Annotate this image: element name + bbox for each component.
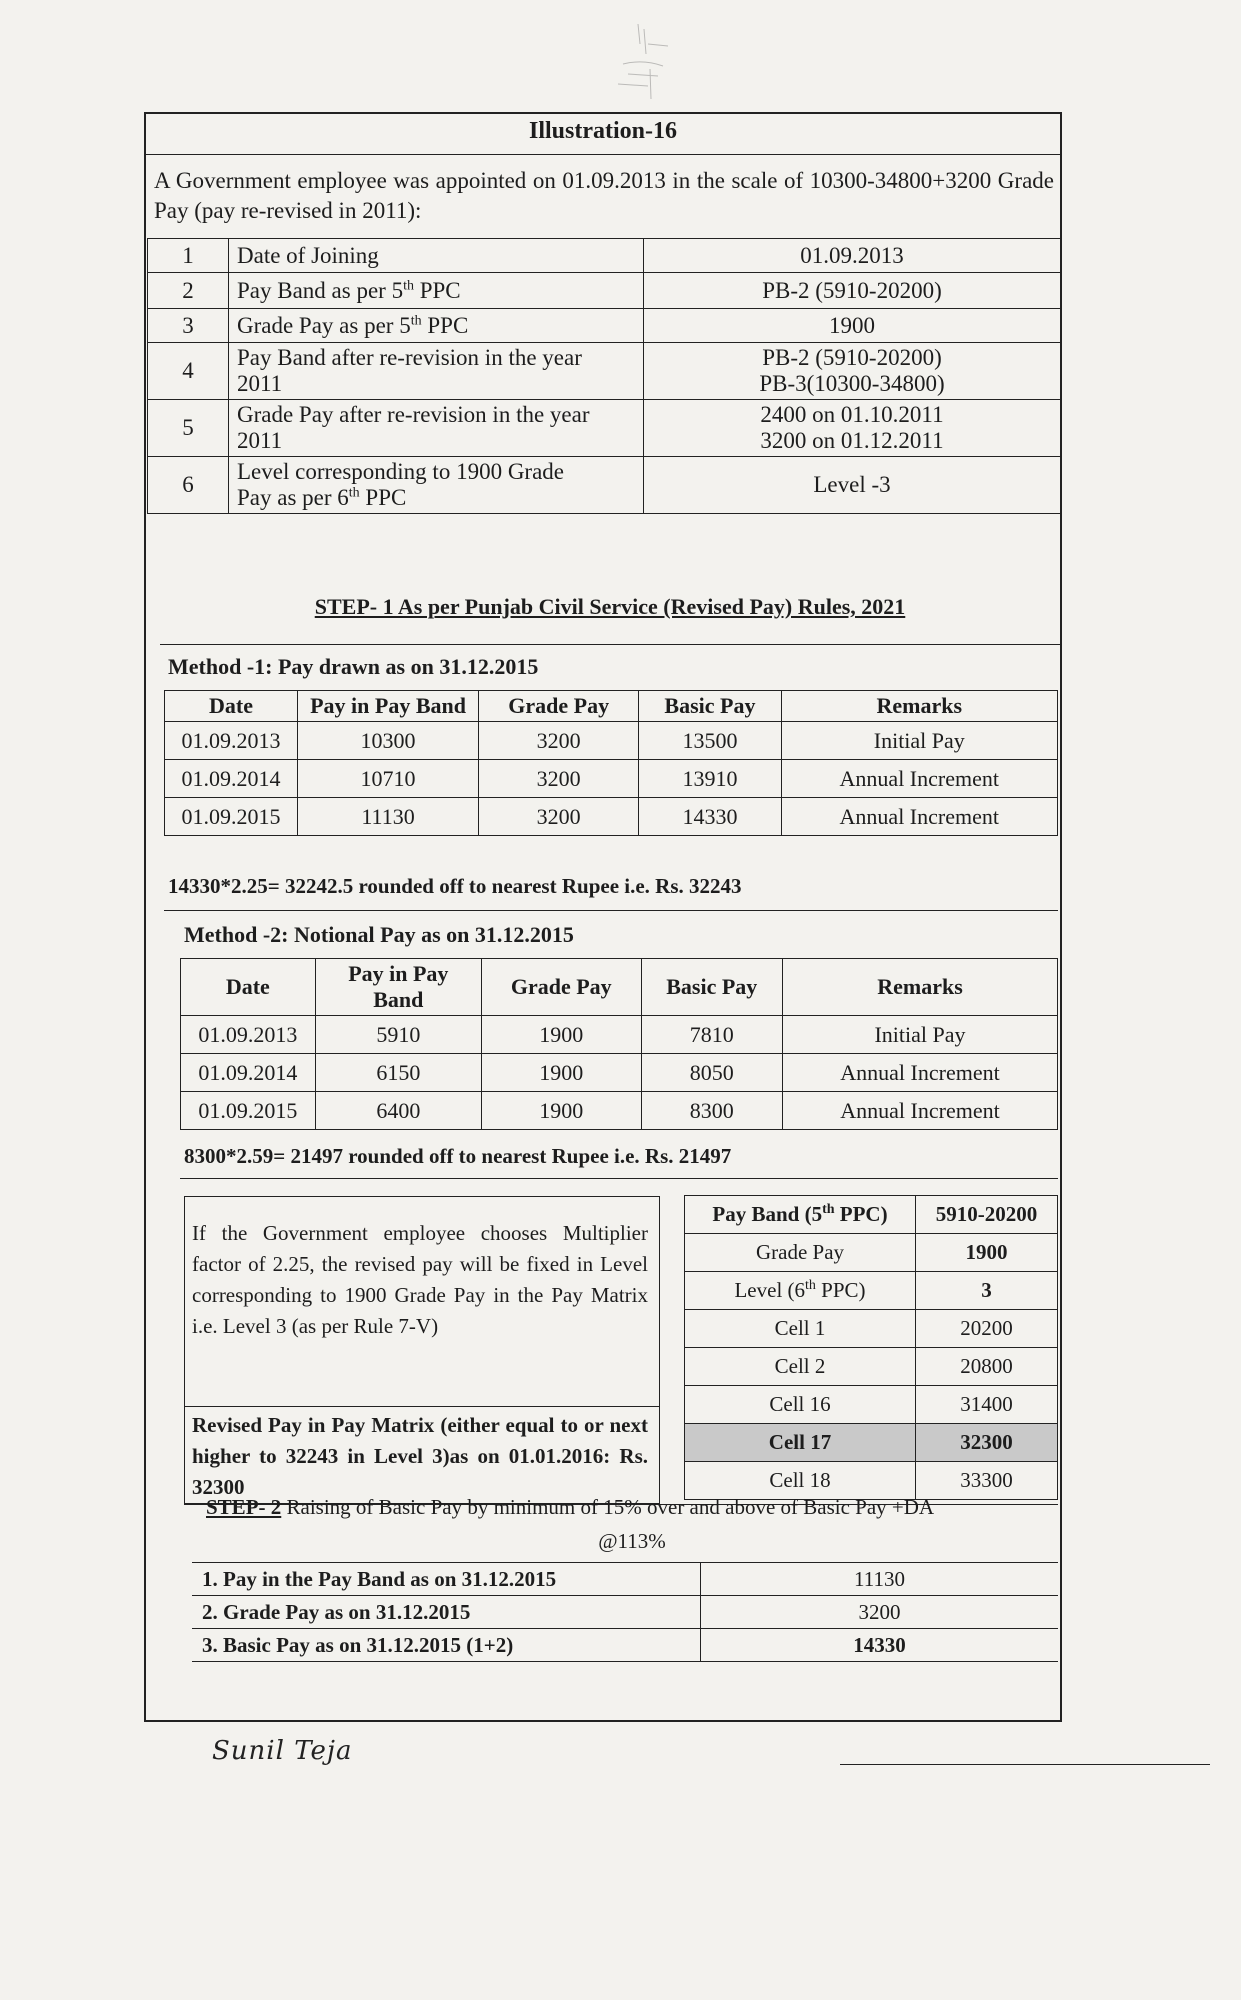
signature: Sunil Teja bbox=[212, 1736, 353, 1766]
divider bbox=[184, 1406, 660, 1407]
matrix-value: 32300 bbox=[916, 1424, 1058, 1462]
table-cell: 01.09.2014 bbox=[181, 1054, 316, 1092]
details-table bbox=[147, 238, 1061, 514]
matrix-key: Cell 2 bbox=[685, 1348, 916, 1386]
intro-paragraph: A Government employee was appointed on 01.09.2013 in the scale of 10300-34800+3200 Grade Pay (pay re-revised in 2011): bbox=[154, 168, 1054, 223]
detail-number: 5 bbox=[148, 400, 229, 457]
step2-item: 3. Basic Pay as on 31.12.2015 (1+2) bbox=[192, 1629, 701, 1662]
stamp-mark bbox=[588, 14, 698, 104]
table-row bbox=[181, 1054, 1058, 1092]
table-row bbox=[181, 1092, 1058, 1130]
detail-row bbox=[148, 273, 1061, 309]
step2-table bbox=[192, 1562, 1058, 1662]
column-header: Date bbox=[181, 959, 316, 1016]
detail-number: 1 bbox=[148, 239, 229, 273]
detail-value: 01.09.2013 bbox=[644, 239, 1061, 273]
detail-description: Date of Joining bbox=[229, 239, 644, 273]
column-header: Remarks bbox=[781, 691, 1057, 722]
table-cell: Initial Pay bbox=[782, 1016, 1057, 1054]
matrix-value: 1900 bbox=[916, 1234, 1058, 1272]
step2-item: 2. Grade Pay as on 31.12.2015 bbox=[192, 1596, 701, 1629]
detail-row bbox=[148, 309, 1061, 343]
step2-label: STEP- 2 bbox=[206, 1495, 282, 1519]
detail-row bbox=[148, 400, 1061, 457]
step2-item: 1. Pay in the Pay Band as on 31.12.2015 bbox=[192, 1563, 701, 1596]
step2-block bbox=[206, 1490, 1058, 1558]
detail-number: 3 bbox=[148, 309, 229, 343]
table-row bbox=[181, 1016, 1058, 1054]
table-row bbox=[165, 798, 1058, 836]
matrix-row bbox=[685, 1234, 1058, 1272]
table-cell: 6400 bbox=[315, 1092, 481, 1130]
table-cell: 01.09.2013 bbox=[165, 722, 298, 760]
column-header: Basic Pay bbox=[641, 959, 782, 1016]
matrix-value: 20200 bbox=[916, 1310, 1058, 1348]
table-cell: 14330 bbox=[639, 798, 781, 836]
detail-value: Level -3 bbox=[644, 457, 1061, 514]
detail-value: 2400 on 01.10.2011 3200 on 01.12.2011 bbox=[644, 400, 1061, 457]
column-header: Date bbox=[165, 691, 298, 722]
matrix-key: Cell 1 bbox=[685, 1310, 916, 1348]
table-cell: 6150 bbox=[315, 1054, 481, 1092]
step1-heading: STEP- 1 As per Punjab Civil Service (Revised Pay) Rules, 2021 bbox=[314, 594, 906, 619]
table-cell: Annual Increment bbox=[781, 798, 1057, 836]
matrix-key: Cell 16 bbox=[685, 1386, 916, 1424]
step2-row bbox=[192, 1596, 1058, 1629]
table-cell: 3200 bbox=[478, 760, 638, 798]
table-cell: 01.09.2014 bbox=[165, 760, 298, 798]
illustration-title: Illustration-16 bbox=[528, 118, 677, 144]
pay-matrix-table bbox=[684, 1195, 1058, 1500]
matrix-row bbox=[685, 1310, 1058, 1348]
matrix-row bbox=[685, 1348, 1058, 1386]
table-cell: 11130 bbox=[298, 798, 479, 836]
step2-row bbox=[192, 1629, 1058, 1662]
matrix-value: 20800 bbox=[916, 1348, 1058, 1386]
divider bbox=[144, 154, 1062, 155]
table-cell: Annual Increment bbox=[782, 1054, 1057, 1092]
table-row bbox=[165, 722, 1058, 760]
matrix-value: 3 bbox=[916, 1272, 1058, 1310]
matrix-value: 33300 bbox=[916, 1462, 1058, 1500]
detail-number: 2 bbox=[148, 273, 229, 309]
matrix-value: 5910-20200 bbox=[916, 1196, 1058, 1234]
step2-value: 3200 bbox=[701, 1596, 1059, 1629]
detail-value: 1900 bbox=[644, 309, 1061, 343]
column-header: Pay in Pay Band bbox=[298, 691, 479, 722]
method2-table bbox=[180, 958, 1058, 1130]
method1-calculation: 14330*2.25= 32242.5 rounded off to nearest Rupee i.e. Rs. 32243 bbox=[168, 874, 742, 898]
column-header: Remarks bbox=[782, 959, 1057, 1016]
table-cell: 5910 bbox=[315, 1016, 481, 1054]
method1-label: Method -1: Pay drawn as on 31.12.2015 bbox=[168, 654, 539, 679]
matrix-row bbox=[685, 1424, 1058, 1462]
step2-value: 14330 bbox=[701, 1629, 1059, 1662]
matrix-value: 31400 bbox=[916, 1386, 1058, 1424]
method2-label: Method -2: Notional Pay as on 31.12.2015 bbox=[184, 922, 574, 947]
table-cell: 13910 bbox=[639, 760, 781, 798]
matrix-key: Grade Pay bbox=[685, 1234, 916, 1272]
table-cell: 01.09.2015 bbox=[165, 798, 298, 836]
detail-value: PB-2 (5910-20200) bbox=[644, 273, 1061, 309]
detail-number: 6 bbox=[148, 457, 229, 514]
matrix-key: Level (6th PPC) bbox=[685, 1272, 916, 1310]
matrix-key: Pay Band (5th PPC) bbox=[685, 1196, 916, 1234]
table-cell: 10300 bbox=[298, 722, 479, 760]
table-cell: 01.09.2013 bbox=[181, 1016, 316, 1054]
table-cell: 1900 bbox=[482, 1054, 642, 1092]
table-cell: 1900 bbox=[482, 1016, 642, 1054]
detail-description: Level corresponding to 1900 Grade Pay as per 6th PPC bbox=[229, 457, 644, 514]
column-header: Pay in Pay Band bbox=[315, 959, 481, 1016]
table-cell: 8300 bbox=[641, 1092, 782, 1130]
matrix-row bbox=[685, 1196, 1058, 1234]
detail-row bbox=[148, 457, 1061, 514]
matrix-key: Cell 18 bbox=[685, 1462, 916, 1500]
table-cell: 10710 bbox=[298, 760, 479, 798]
detail-row bbox=[148, 239, 1061, 273]
column-header: Grade Pay bbox=[482, 959, 642, 1016]
step2-da-rate: @113% bbox=[598, 1529, 666, 1553]
step2-row bbox=[192, 1563, 1058, 1596]
detail-description: Grade Pay as per 5th PPC bbox=[229, 309, 644, 343]
step2-value: 11130 bbox=[701, 1563, 1059, 1596]
table-row bbox=[165, 760, 1058, 798]
bottom-rule bbox=[840, 1764, 1210, 1765]
divider bbox=[180, 1178, 1058, 1179]
table-cell: 3200 bbox=[478, 798, 638, 836]
column-header: Basic Pay bbox=[639, 691, 781, 722]
table-cell: 7810 bbox=[641, 1016, 782, 1054]
table-cell: 13500 bbox=[639, 722, 781, 760]
divider bbox=[160, 644, 1060, 645]
divider bbox=[164, 910, 1058, 911]
detail-description: Grade Pay after re-revision in the year 2011 bbox=[229, 400, 644, 457]
table-cell: 8050 bbox=[641, 1054, 782, 1092]
table-cell: 1900 bbox=[482, 1092, 642, 1130]
revised-pay-text: Revised Pay in Pay Matrix (either equal to or next higher to 32243 in Level 3)as on 01.01.2016: Rs. 32300 bbox=[192, 1413, 648, 1499]
detail-row bbox=[148, 343, 1061, 400]
method2-calculation: 8300*2.59= 21497 rounded off to nearest Rupee i.e. Rs. 21497 bbox=[184, 1144, 732, 1168]
detail-number: 4 bbox=[148, 343, 229, 400]
table-cell: 01.09.2015 bbox=[181, 1092, 316, 1130]
matrix-key: Cell 17 bbox=[685, 1424, 916, 1462]
step2-text: Raising of Basic Pay by minimum of 15% over and above of Basic Pay +DA bbox=[281, 1495, 935, 1519]
method1-table bbox=[164, 690, 1058, 836]
detail-value: PB-2 (5910-20200) PB-3(10300-34800) bbox=[644, 343, 1061, 400]
multiplier-choice-text: If the Government employee chooses Multiplier factor of 2.25, the revised pay will be fixed in Level corresponding to 1900 Grade Pay in the Pay Matrix i.e. Level 3 (as per Rule 7-V) bbox=[192, 1221, 648, 1338]
table-cell: Initial Pay bbox=[781, 722, 1057, 760]
table-cell: Annual Increment bbox=[782, 1092, 1057, 1130]
detail-description: Pay Band after re-revision in the year 2011 bbox=[229, 343, 644, 400]
matrix-row bbox=[685, 1272, 1058, 1310]
detail-description: Pay Band as per 5th PPC bbox=[229, 273, 644, 309]
table-cell: 3200 bbox=[478, 722, 638, 760]
column-header: Grade Pay bbox=[478, 691, 638, 722]
table-cell: Annual Increment bbox=[781, 760, 1057, 798]
matrix-row bbox=[685, 1386, 1058, 1424]
